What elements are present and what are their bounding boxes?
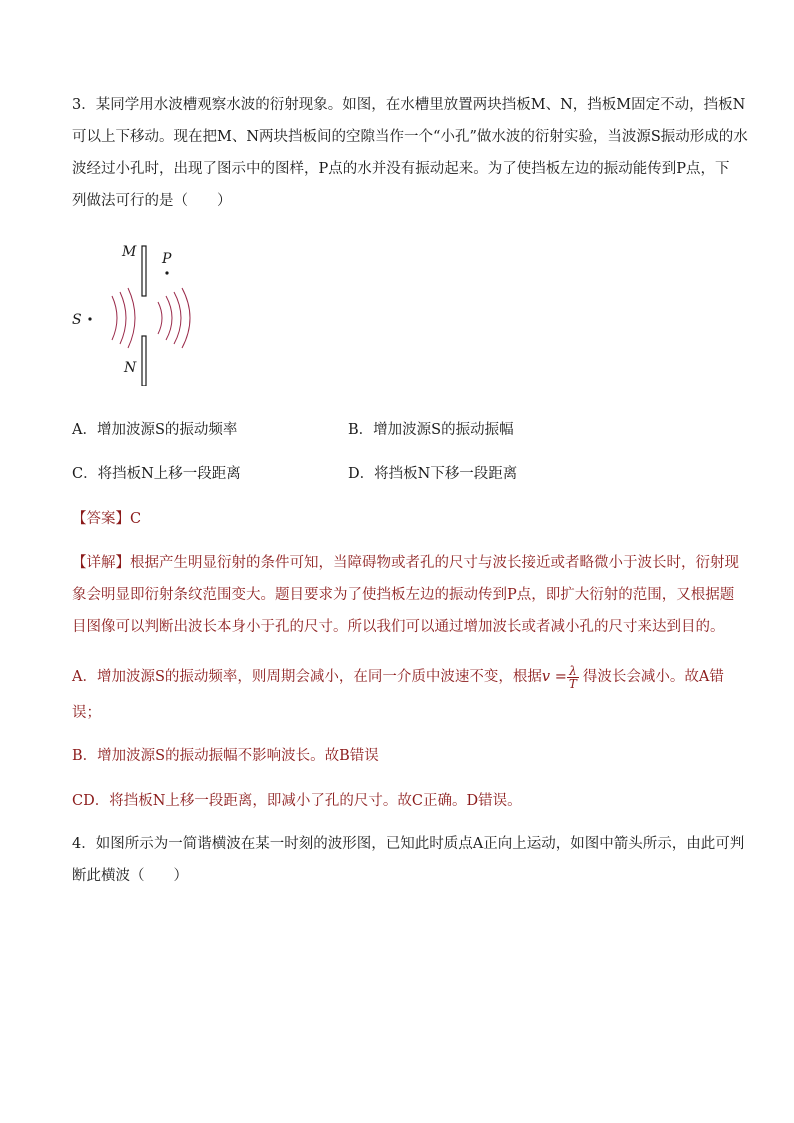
q3-line-3: 波经过小孔时，出现了图示中的图样，P点的水并没有振动起来。为了使挡板左边的振动能传到P点，下: [72, 161, 730, 177]
diffracted-waves: [158, 288, 190, 348]
label-p: P: [162, 251, 172, 267]
formula-lhs: v =: [541, 669, 567, 685]
q4-line-2: 断此横波（ ）: [72, 868, 188, 884]
barrier-n: [142, 336, 146, 386]
option-a: A．增加波源S的振动频率: [72, 422, 238, 438]
label-s: S: [72, 312, 82, 328]
detail-line-2: 象会明显即衍射条纹范围变大。题目要求为了使挡板左边的振动传到P点，即扩大衍射的范围，又根据题: [72, 587, 735, 603]
detail-label: 【详解】: [72, 555, 130, 571]
q3-line-2: 可以上下移动。现在把M、N两块挡板间的空隙当作一个“小孔”做水波的衍射实验，当波源S振动形成的水: [72, 129, 748, 145]
q3-line-1: 3．某同学用水波槽观察水波的衍射现象。如图，在水槽里放置两块挡板M、N，挡板M固定不动，挡板N: [72, 97, 746, 113]
answer-value: C: [130, 511, 142, 527]
label-m: M: [122, 244, 137, 260]
detail-text-1: 根据产生明显衍射的条件可知，当障碍物或者孔的尺寸与波长接近或者略微小于波长时，衍射现: [130, 555, 739, 571]
diffraction-figure: [64, 236, 214, 386]
detail-cd: CD．将挡板N上移一段距离，即减小了孔的尺寸。故C正确。D错误。: [72, 793, 522, 809]
detail-a-line-2: 误；: [72, 705, 101, 721]
formula-denominator: T: [568, 676, 577, 691]
q4-line-1: 4．如图所示为一简谐横波在某一时刻的波形图，已知此时质点A正向上运动，如图中箭头所示，由此可判: [72, 836, 745, 852]
detail-b: B．增加波源S的振动振幅不影响波长。故B错误: [72, 748, 379, 764]
detail-a-after: 得波长会减小。故A错: [582, 669, 724, 685]
detail-a-before: A．增加波源S的振动频率，则周期会减小，在同一介质中波速不变，根据: [72, 669, 542, 685]
q3-line-4: 列做法可行的是（ ）: [72, 193, 232, 209]
detail-line-1: [72, 553, 739, 573]
formula-fraction: [567, 665, 579, 690]
answer-label: 【答案】: [72, 511, 130, 527]
point-s: [88, 317, 91, 320]
barrier-m: [142, 246, 146, 296]
label-n: N: [124, 360, 137, 376]
detail-line-3: 目图像可以判断出波长本身小于孔的尺寸。所以我们可以通过增加波长或者减小孔的尺寸来达到目的。: [72, 619, 725, 635]
option-b: B．增加波源S的振动振幅: [348, 422, 514, 438]
formula-numerator: λ: [567, 665, 579, 678]
answer-line: [72, 509, 141, 529]
option-c: C．将挡板N上移一段距离: [72, 466, 241, 482]
option-d: D．将挡板N下移一段距离: [348, 466, 518, 482]
incident-waves: [112, 288, 135, 348]
detail-a-line: [72, 664, 724, 690]
point-p: [165, 271, 168, 274]
